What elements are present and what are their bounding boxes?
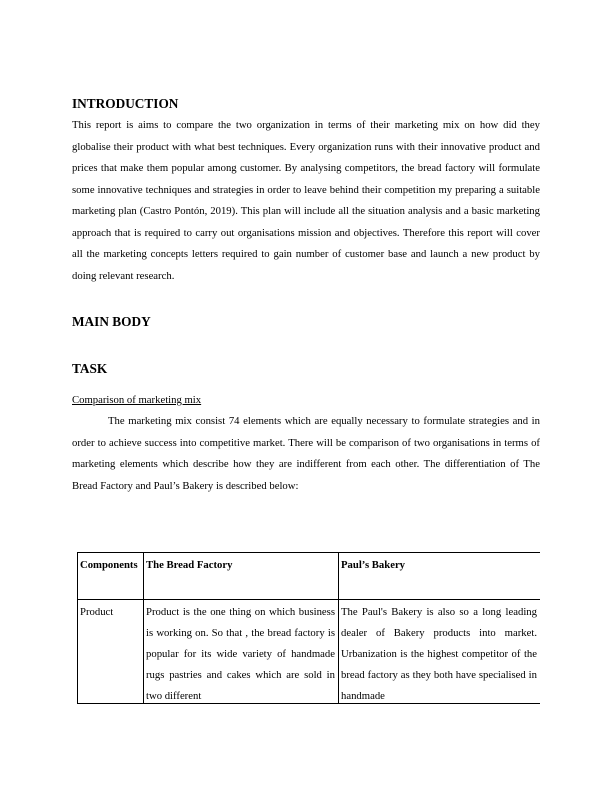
table-cell-bread-factory (144, 600, 339, 705)
comparison-table-container (77, 552, 540, 704)
cell-text-pauls-bakery: The Paul's Bakery is also so a long leading dealer of Bakery products into market. Urbanization is the highest competitor of the bread factory as they both have specialised in handmade (341, 606, 537, 702)
table-header-bread-factory: The Bread Factory (144, 553, 339, 600)
comparison-table (77, 552, 540, 704)
table-header-row (78, 553, 541, 600)
cell-text-component: Product (80, 606, 114, 618)
task-heading: TASK (72, 361, 108, 376)
table-header-pauls-bakery: Paul’s Bakery (339, 553, 541, 600)
cell-text-bread-factory: Product is the one thing on which business is working on. So that , the bread factory is popular for its wide variety of handmade rugs pastries and cakes which are sold in two different (146, 606, 335, 702)
table-header-components: Components (78, 553, 144, 600)
task-paragraph: The marketing mix consist 74 elements which are equally necessary to formulate strategies and in order to achieve success into competitive market. There will be comparison of two organisations in terms of marketing elements which describe how they are indifferent from each other. The differentiation of The Bread Factory and Paul’s Bakery is described below: (72, 415, 540, 492)
table-cell-pauls-bakery (339, 600, 541, 705)
table-cell-component (78, 600, 144, 705)
main-body-heading: MAIN BODY (72, 314, 151, 329)
introduction-paragraph: This report is aims to compare the two organization in terms of their marketing mix on how did they globalise their product with what best techniques. Every organization runs with their innovative product and prices that make them popular among customer. By analysing competitors, the bread factory will formulate some innovative techniques and strategies in order to leave behind their competition my preparing a suitable marketing plan (Castro Pontón, 2019). This plan will include all the situation analysis and a basic marketing approach that is required to carry out organisations mission and objectives. Therefore this report will cover all the marketing concepts letters required to gain number of customer base and launch a new product by doing relevant research. (72, 119, 540, 282)
introduction-heading: INTRODUCTION (72, 96, 179, 111)
table-row (78, 600, 541, 705)
comparison-subheading: Comparison of marketing mix (72, 394, 202, 406)
page-content (72, 94, 540, 497)
